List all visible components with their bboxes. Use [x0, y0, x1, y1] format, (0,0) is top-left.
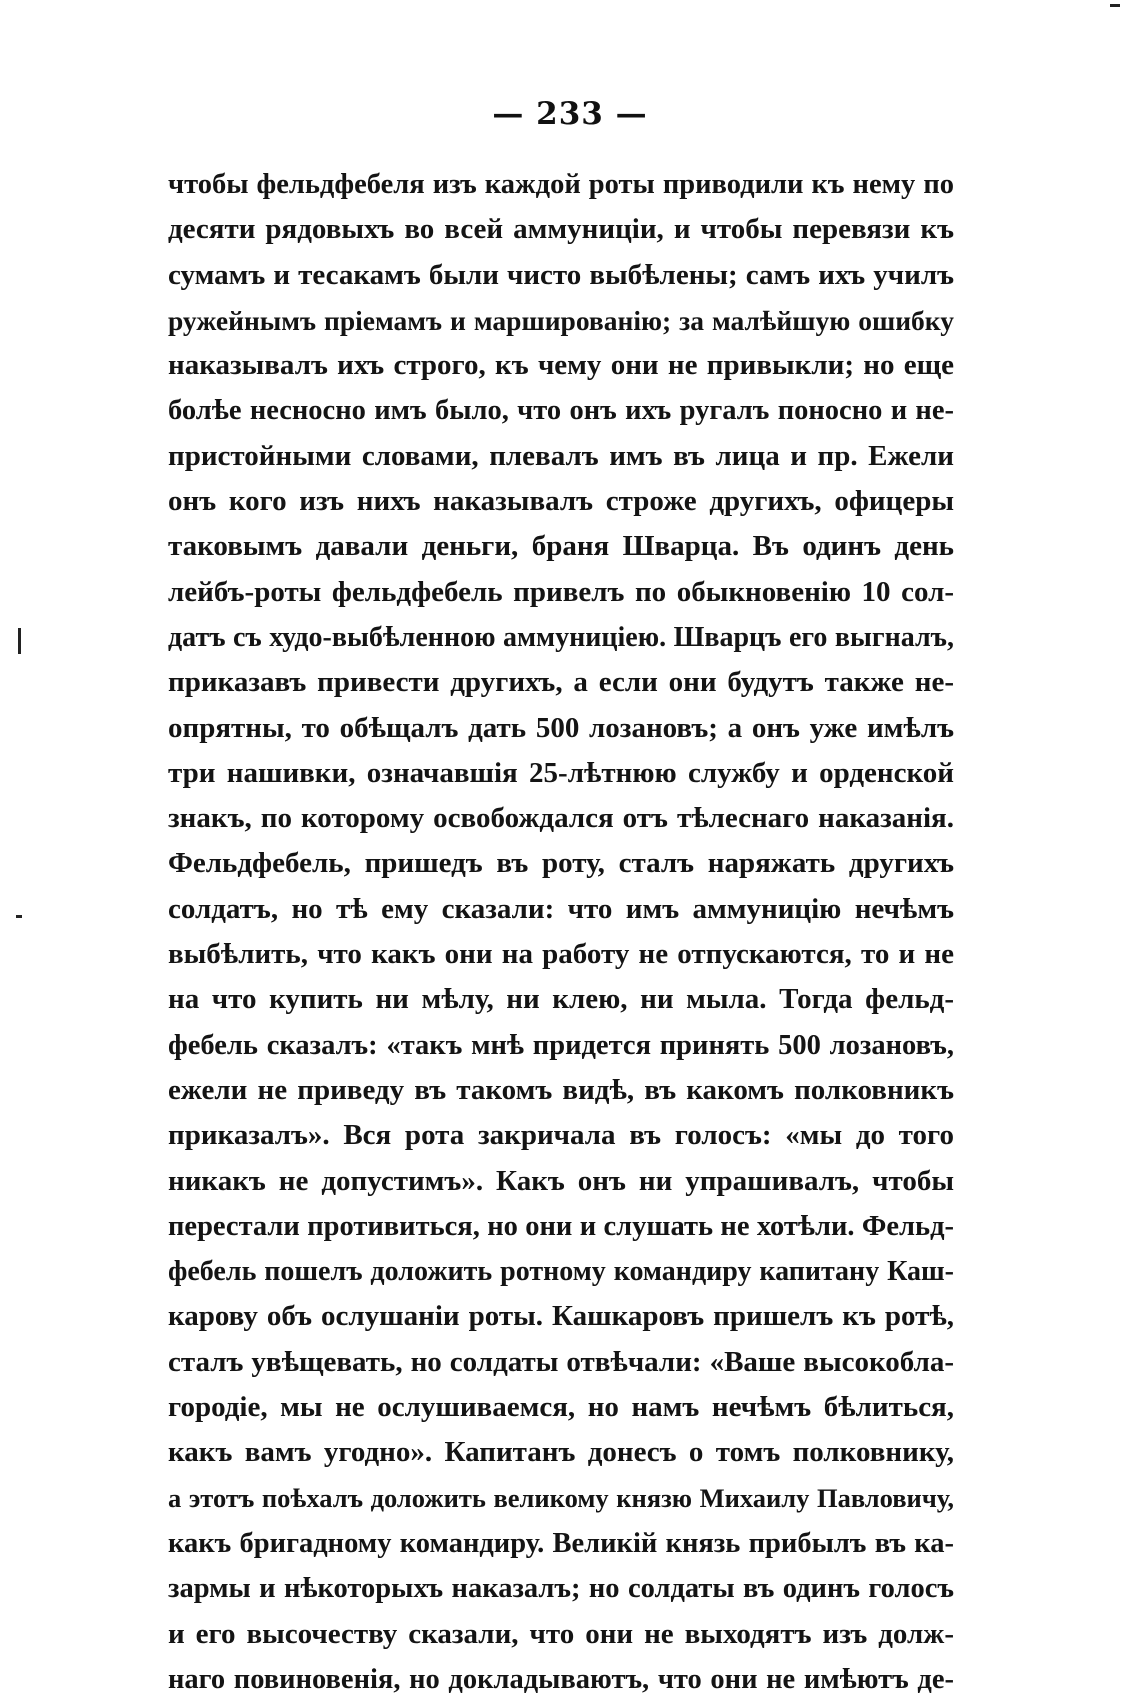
text-line: сумамъ и тесакамъ были чисто выбѣлены; самъ ихъ училъ — [168, 258, 954, 291]
text-line: лейбъ-роты фельдфебель привелъ по обыкновенію 10 сол- — [168, 575, 954, 608]
text-line: приказалъ». Вся рота закричала въ голосъ: «мы до того — [168, 1119, 954, 1152]
text-line: наказывалъ ихъ строго, къ чему они не привыкли; но еще — [168, 349, 954, 382]
text-line: на что купить ни мѣлу, ни клею, ни мыла. Тогда фельд- — [168, 983, 954, 1016]
text-line: сталъ увѣщевать, но солдаты отвѣчали: «Ваше высокобла- — [168, 1345, 954, 1378]
text-line: чтобы фельдфебеля изъ каждой роты приводили къ нему по — [168, 169, 954, 200]
text-line: фебель пошелъ доложить ротному командиру капитану Каш- — [168, 1256, 954, 1288]
text-line: а этотъ поѣхалъ доложить великому князю Михаилу Павловичу, — [168, 1482, 954, 1513]
text-line: знакъ, по которому освобождался отъ тѣлеснаго наказанія. — [168, 802, 954, 835]
text-line: какъ бригадному командиру. Великій князь прибылъ въ ка- — [168, 1527, 954, 1559]
text-line: какъ вамъ угодно». Капитанъ донесъ о томъ полковнику, — [168, 1436, 954, 1469]
text-line: онъ кого изъ нихъ наказывалъ строже другихъ, офицеры — [168, 485, 954, 518]
text-line: зармы и нѣкоторыхъ наказалъ; но солдаты въ одинъ голосъ — [168, 1573, 954, 1605]
text-line: болѣе несносно имъ было, что онъ ихъ ругалъ поносно и не- — [168, 395, 954, 427]
text-line: Фельдфебель, пришедъ въ роту, сталъ наряжать другихъ — [168, 847, 954, 880]
margin-mark — [1110, 4, 1120, 7]
text-line: три нашивки, означавшія 25-лѣтнюю службу и орденской — [168, 756, 954, 789]
text-line: и его высочеству сказали, что они не выходятъ изъ долж- — [168, 1617, 954, 1650]
text-line: опрятны, то обѣщалъ дать 500 лозановъ; а онъ уже имѣлъ — [168, 711, 954, 744]
text-line: карову объ ослушаніи роты. Кашкаровъ пришелъ къ ротѣ, — [168, 1300, 954, 1333]
text-line: никакъ не допустимъ». Какъ онъ ни упрашивалъ, чтобы — [168, 1164, 954, 1197]
text-line: наго повиновенія, но докладываютъ, что они не имѣютъ де- — [168, 1663, 954, 1695]
text-line: датъ съ худо-выбѣленною аммуниціею. Шварцъ его выгналъ, — [168, 621, 954, 653]
text-line: таковымъ давали деньги, браня Шварца. Въ одинъ день — [168, 530, 954, 563]
body-text — [168, 162, 954, 1702]
text-line: выбѣлить, что какъ они на работу не отпускаются, то и не — [168, 938, 954, 971]
margin-mark — [18, 628, 21, 654]
margin-mark — [16, 915, 22, 918]
text-line: десяти рядовыхъ во всей аммуниціи, и чтобы перевязи къ — [168, 213, 954, 246]
page-number: — 233 — — [492, 96, 648, 132]
text-line: пристойными словами, плевалъ имъ въ лица и пр. Ежели — [168, 439, 954, 472]
text-line: фебель сказалъ: «такъ мнѣ придется принять 500 лозановъ, — [168, 1029, 954, 1061]
text-line: ружейнымъ пріемамъ и маршированію; за малѣйшую ошибку — [168, 304, 954, 336]
text-line: солдатъ, но тѣ ему сказали: что имъ аммуницію нечѣмъ — [168, 892, 954, 925]
text-line: городіе, мы не ослушиваемся, но намъ нечѣмъ бѣлиться, — [168, 1391, 954, 1424]
text-line: перестали противиться, но они и слушать не хотѣли. Фельд- — [168, 1210, 954, 1242]
text-line: приказавъ привести другихъ, а если они будутъ также не- — [168, 666, 954, 699]
text-line: ежели не приведу въ такомъ видѣ, въ какомъ полковникъ — [168, 1073, 954, 1106]
